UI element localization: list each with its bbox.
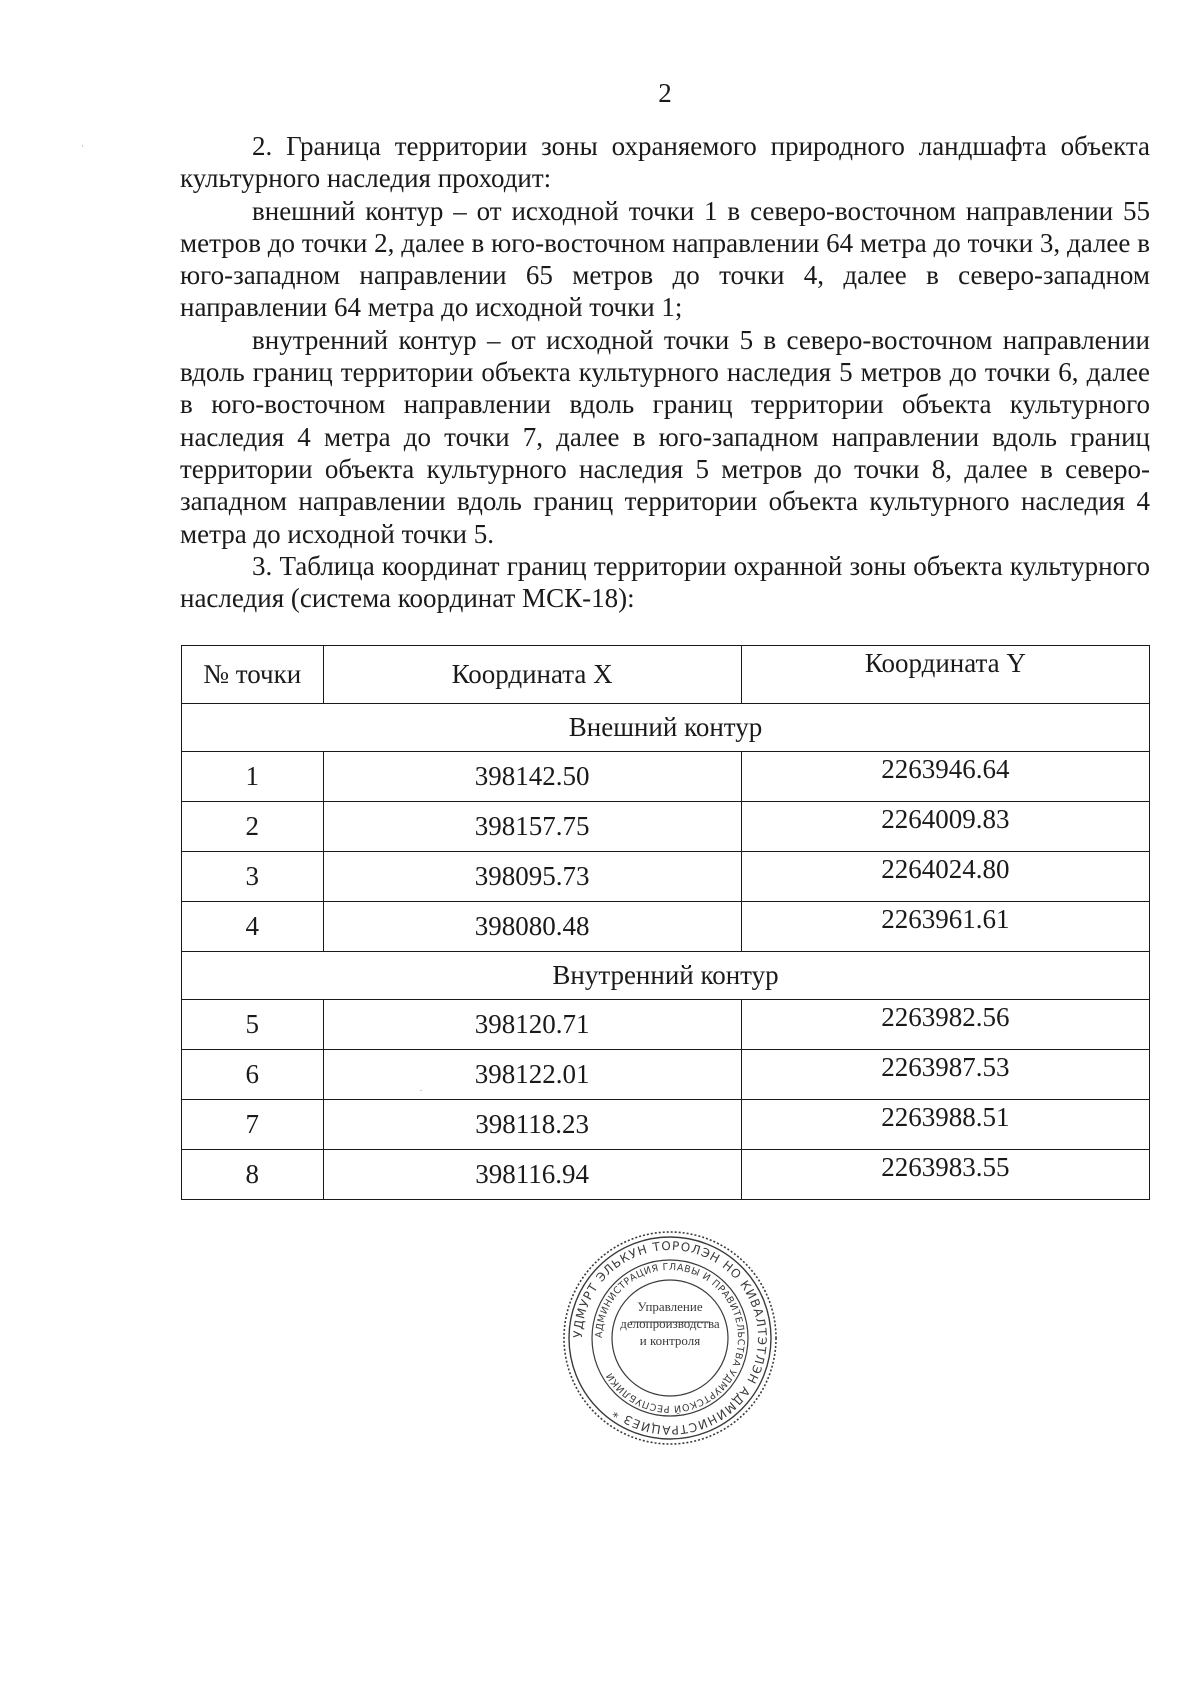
coordinate-x: 398157.75 <box>323 802 741 852</box>
coordinate-y: 2263988.51 <box>741 1100 1149 1150</box>
coordinate-x: 398142.50 <box>323 752 741 802</box>
coordinates-table <box>181 645 1150 1200</box>
coordinate-y: 2263946.64 <box>741 752 1149 802</box>
table-row <box>182 1100 1150 1150</box>
table-row <box>182 1050 1150 1100</box>
seal-center-line: Управление <box>637 1299 703 1314</box>
official-seal <box>560 1228 780 1448</box>
table-row <box>182 802 1150 852</box>
header-coordinate-x: Координата X <box>323 646 741 704</box>
table-row <box>182 902 1150 952</box>
paragraph-table-intro: 3. Таблица координат границ территории охранной зоны объекта культурного наследия (система координат МСК-18): <box>180 550 1150 614</box>
scan-speck <box>82 145 83 147</box>
coordinate-x: 398116.94 <box>323 1150 741 1200</box>
seal-inner-text: АДМИНИСТРАЦИЯ ГЛАВЫ И ПРАВИТЕЛЬСТВА УДМУРТСКОЙ РЕСПУБЛИКИ <box>593 1261 747 1415</box>
paragraph-outer-contour: внешний контур – от исходной точки 1 в северо-восточном направлении 55 метров до точки 2, далее в юго-восточном направлении 64 метра до точки 3, далее в юго-западном направлении 65 метров до точки 4, далее в северо-западном направлении 64 метра до исходной точки 1; <box>180 195 1150 323</box>
seal-outer-text: УДМУРТ ЭЛЬКУН ТОРОЛЭН НО КИВАЛТЭТЛЭН АДМИНИСТРАЦИЕЗ * <box>570 1238 770 1438</box>
coordinate-y: 2264009.83 <box>741 802 1149 852</box>
paragraph-boundary-intro: 2. Граница территории зоны охраняемого природного ландшафта объекта культурного наследия проходит: <box>180 131 1150 194</box>
coordinate-x: 398095.73 <box>323 852 741 902</box>
coordinate-x: 398118.23 <box>323 1100 741 1150</box>
point-number: 1 <box>182 752 324 802</box>
seal-center-line: делопроизводства <box>620 1316 720 1331</box>
point-number: 6 <box>182 1050 324 1100</box>
coordinate-y: 2263987.53 <box>741 1050 1149 1100</box>
section-title: Внутренний контур <box>182 952 1150 1000</box>
table-row <box>182 752 1150 802</box>
section-row-outer <box>182 704 1150 752</box>
header-coordinate-y: Координата Y <box>741 646 1149 704</box>
table-header-row <box>182 646 1150 704</box>
point-number: 7 <box>182 1100 324 1150</box>
coordinate-x: 398120.71 <box>323 1000 741 1050</box>
coordinate-y: 2263961.61 <box>741 902 1149 952</box>
point-number: 8 <box>182 1150 324 1200</box>
table-row <box>182 1000 1150 1050</box>
point-number: 3 <box>182 852 324 902</box>
scan-speck <box>420 1090 422 1091</box>
section-title: Внешний контур <box>182 704 1150 752</box>
table-row <box>182 1150 1150 1200</box>
paragraph-inner-contour: внутренний контур – от исходной точки 5 в северо-восточном направлении вдоль границ территории объекта культурного наследия 5 метров до точки 6, далее в юго-восточном направлении вдоль границ территории объекта культурного наследия 4 метра до точки 7, далее в юго-западном направлении вдоль границ территории объекта культурного наследия 5 метров до точки 8, далее в северо-западном направлении вдоль границ территории объекта культурного наследия 4 метра до исходной точки 5. <box>180 324 1150 549</box>
header-point-number: № точки <box>182 646 324 704</box>
point-number: 5 <box>182 1000 324 1050</box>
seal-center-line: и контроля <box>639 1333 701 1348</box>
coordinate-x: 398122.01 <box>323 1050 741 1100</box>
point-number: 2 <box>182 802 324 852</box>
document-body <box>180 130 1150 614</box>
point-number: 4 <box>182 902 324 952</box>
coordinate-x: 398080.48 <box>323 902 741 952</box>
coordinate-y: 2263982.56 <box>741 1000 1149 1050</box>
page-number: 2 <box>658 78 672 108</box>
table-row <box>182 852 1150 902</box>
coordinate-y: 2263983.55 <box>741 1150 1149 1200</box>
seal-center <box>600 1298 740 1349</box>
coordinate-y: 2264024.80 <box>741 852 1149 902</box>
section-row-inner <box>182 952 1150 1000</box>
